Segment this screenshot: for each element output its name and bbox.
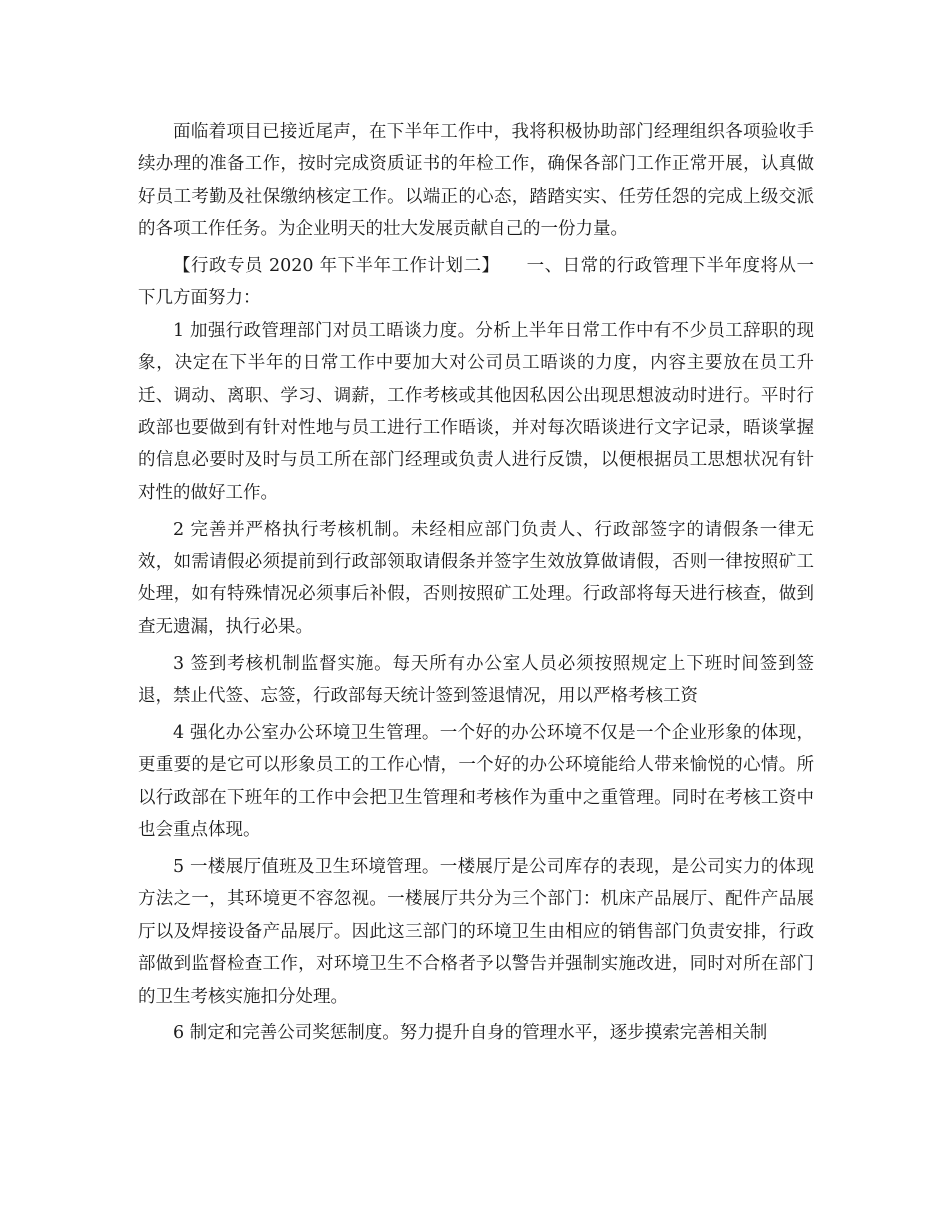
document-body bbox=[138, 116, 814, 1050]
paragraph-item-5: 5 一楼展厅值班及卫生环境管理。一楼展厅是公司库存的表现，是公司实力的体现方法之一，其环境更不容忽视。一楼展厅共分为三个部门：机床产品展厅、配件产品展厅以及焊接设备产品展厅。因此这三部门的环境卫生由相应的销售部门负责安排，行政部做到监督检查工作，对环境卫生不合格者予以警告并强制实施改进，同时对所在部门的卫生考核实施扣分处理。 bbox=[138, 856, 814, 1007]
paragraph-plan-heading: 【行政专员 2020 年下半年工作计划二】 一、日常的行政管理下半年度将从一下几方面努力： bbox=[138, 256, 814, 309]
paragraph-item-3: 3 签到考核机制监督实施。每天所有办公室人员必须按照规定上下班时间签到签退，禁止代签、忘签，行政部每天统计签到签退情况，用以严格考核工资 bbox=[138, 653, 814, 707]
paragraph-item-1: 1 加强行政管理部门对员工晤谈力度。分析上半年日常工作中有不少员工辞职的现象，决定在下半年的日常工作中要加大对公司员工晤谈的力度，内容主要放在员工升迁、调动、离职、学习、调薪，工作考核或其他因私因公出现思想波动时进行。平时行政部也要做到有针对性地与员工进行工作晤谈，并对每次晤谈进行文字记录，晤谈掌握的信息必要时及时与员工所在部门经理或负责人进行反馈，以便根据员工思想状况有针对性的做好工作。 bbox=[138, 320, 814, 503]
paragraph-item-2: 2 完善并严格执行考核机制。未经相应部门负责人、行政部签字的请假条一律无效，如需请假必须提前到行政部领取请假条并签字生效放算做请假，否则一律按照矿工处理，如有特殊情况必须事后补假，否则按照矿工处理。行政部将每天进行核查，做到查无遗漏，执行必果。 bbox=[138, 519, 814, 637]
paragraph-item-4: 4 强化办公室办公环境卫生管理。一个好的办公环境不仅是一个企业形象的体现，更重要的是它可以形象员工的工作心情，一个好的办公环境能给人带来愉悦的心情。所以行政部在下班年的工作中会把卫生管理和考核作为重中之重管理。同时在考核工资中也会重点体现。 bbox=[138, 722, 814, 841]
paragraph-closing-summary: 面临着项目已接近尾声，在下半年工作中，我将积极协助部门经理组织各项验收手续办理的准备工作，按时完成资质证书的年检工作，确保各部门工作正常开展，认真做好员工考勤及社保缴纳核定工作。以端正的心态，踏踏实实、任劳任怨的完成上级交派的各项工作任务。为企业明天的壮大发展贡献自己的一份力量。 bbox=[138, 122, 814, 240]
paragraph-item-6: 6 制定和完善公司奖惩制度。努力提升自身的管理水平，逐步摸索完善相关制 bbox=[173, 1023, 768, 1044]
